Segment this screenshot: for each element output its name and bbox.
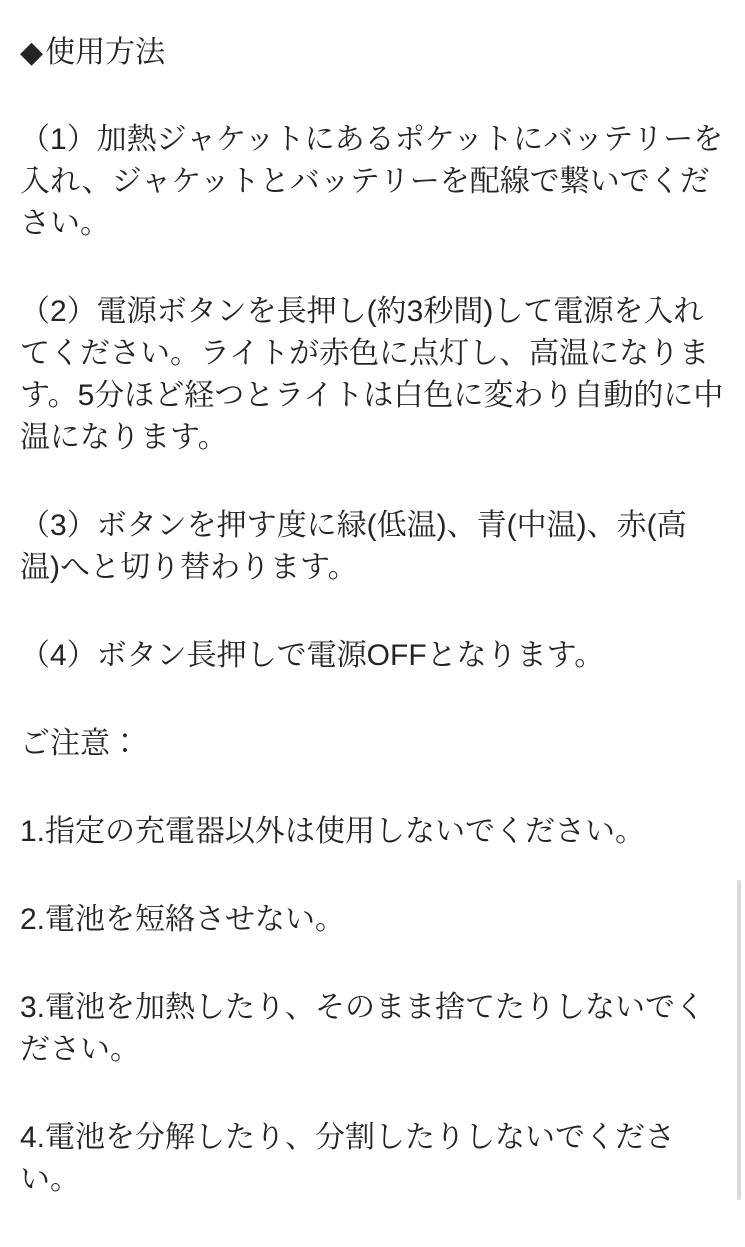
caution-item-3: 3.電池を加熱したり、そのまま捨てたりしないでください。 xyxy=(20,991,706,1066)
scrollbar-thumb[interactable] xyxy=(737,880,741,1200)
caution-item-2: 2.電池を短絡させない。 xyxy=(20,903,346,936)
usage-step-4: （4）ボタン長押しで電源OFFとなります。 xyxy=(20,639,605,672)
caution-item-4: 4.電池を分解したり、分割したりしないでください。 xyxy=(20,1121,676,1196)
usage-step-1: （1）加熱ジャケットにあるポケットにバッテリーを入れ、ジャケットとバッテリーを配線で繋いでください。 xyxy=(20,123,724,240)
caution-item-1: 1.指定の充電器以外は使用しないでください。 xyxy=(20,815,646,848)
caution-heading: ご注意： xyxy=(20,727,140,760)
diamond-bullet-icon: ◆ xyxy=(20,36,44,69)
section-title xyxy=(20,32,725,74)
usage-step-2: （2）電源ボタンを長押し(約3秒間)して電源を入れてください。ライトが赤色に点灯し、高温になります。5分ほど経つとライトは白色に変わり自動的に中温になります。 xyxy=(20,295,724,454)
section-title-text: 使用方法 xyxy=(45,36,166,69)
usage-step-3: （3）ボタンを押す度に緑(低温)、青(中温)、赤(高温)へと切り替わります。 xyxy=(20,509,687,584)
